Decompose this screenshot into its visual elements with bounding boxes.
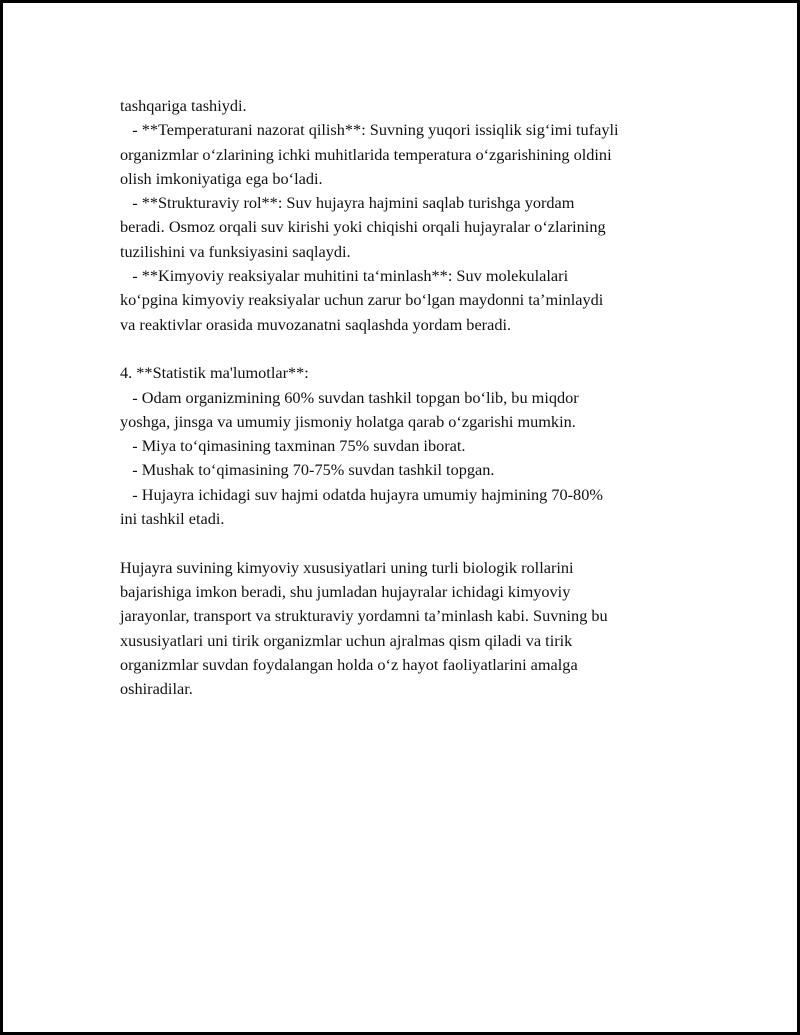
text-line: Hujayra suvining kimyoviy xususiyatlari uning turli biologik rollarini: [120, 557, 574, 577]
text-line: xususiyatlari uni tirik organizmlar uchun ajralmas qism qiladi va tirik: [120, 630, 573, 650]
text-line: va reaktivlar orasida muvozanatni saqlashda yordam beradi.: [120, 314, 512, 334]
paragraph-spacer: [120, 531, 700, 555]
text-line: ini tashkil etadi.: [120, 509, 225, 529]
conclusion-paragraph: [120, 556, 700, 702]
section-heading: 4. **Statistik ma'lumotlar**:: [120, 363, 309, 383]
text-line: - Odam organizmining 60% suvdan tashkil topgan bo‘lib, bu miqdor: [120, 387, 579, 407]
text-line: - **Temperaturani nazorat qilish**: Suvning yuqori issiqlik sig‘imi tufayli: [120, 120, 619, 140]
text-line: beradi. Osmoz orqali suv kirishi yoki chiqishi orqali hujayralar o‘zlarining: [120, 217, 606, 237]
text-line: - **Strukturaviy rol**: Suv hujayra hajmini saqlab turishga yordam: [120, 193, 575, 213]
statistics-section: [120, 361, 700, 531]
text-line: organizmlar suvdan foydalangan holda o‘z hayot faoliyatlarini amalga: [120, 654, 578, 674]
document-body: [120, 94, 700, 701]
text-line: - Miya to‘qimasining taxminan 75% suvdan iborat.: [120, 436, 466, 456]
paragraph-spacer: [120, 337, 700, 361]
text-line: jarayonlar, transport va strukturaviy yordamni ta’minlash kabi. Suvning bu: [120, 606, 608, 626]
text-line: yoshga, jinsga va umumiy jismoniy holatga qarab o‘zgarishi mumkin.: [120, 411, 576, 431]
text-line: organizmlar o‘zlarining ichki muhitlarida temperatura o‘zgarishining oldini: [120, 144, 612, 164]
section-continuation: [120, 94, 700, 337]
text-line: oshiradilar.: [120, 679, 193, 699]
text-line: - Hujayra ichidagi suv hajmi odatda hujayra umumiy hajmining 70-80%: [120, 484, 603, 504]
text-line: - Mushak to‘qimasining 70-75% suvdan tashkil topgan.: [120, 460, 495, 480]
text-line: tashqariga tashiydi.: [120, 96, 247, 115]
text-line: bajarishiga imkon beradi, shu jumladan hujayralar ichidagi kimyoviy: [120, 581, 571, 601]
text-line: - **Kimyoviy reaksiyalar muhitini ta‘minlash**: Suv molekulalari: [120, 266, 569, 286]
text-line: ko‘pgina kimyoviy reaksiyalar uchun zarur bo‘lgan maydonni ta’minlaydi: [120, 290, 604, 310]
text-line: olish imkoniyatiga ega bo‘ladi.: [120, 168, 323, 188]
text-line: tuzilishini va funksiyasini saqlaydi.: [120, 241, 351, 261]
